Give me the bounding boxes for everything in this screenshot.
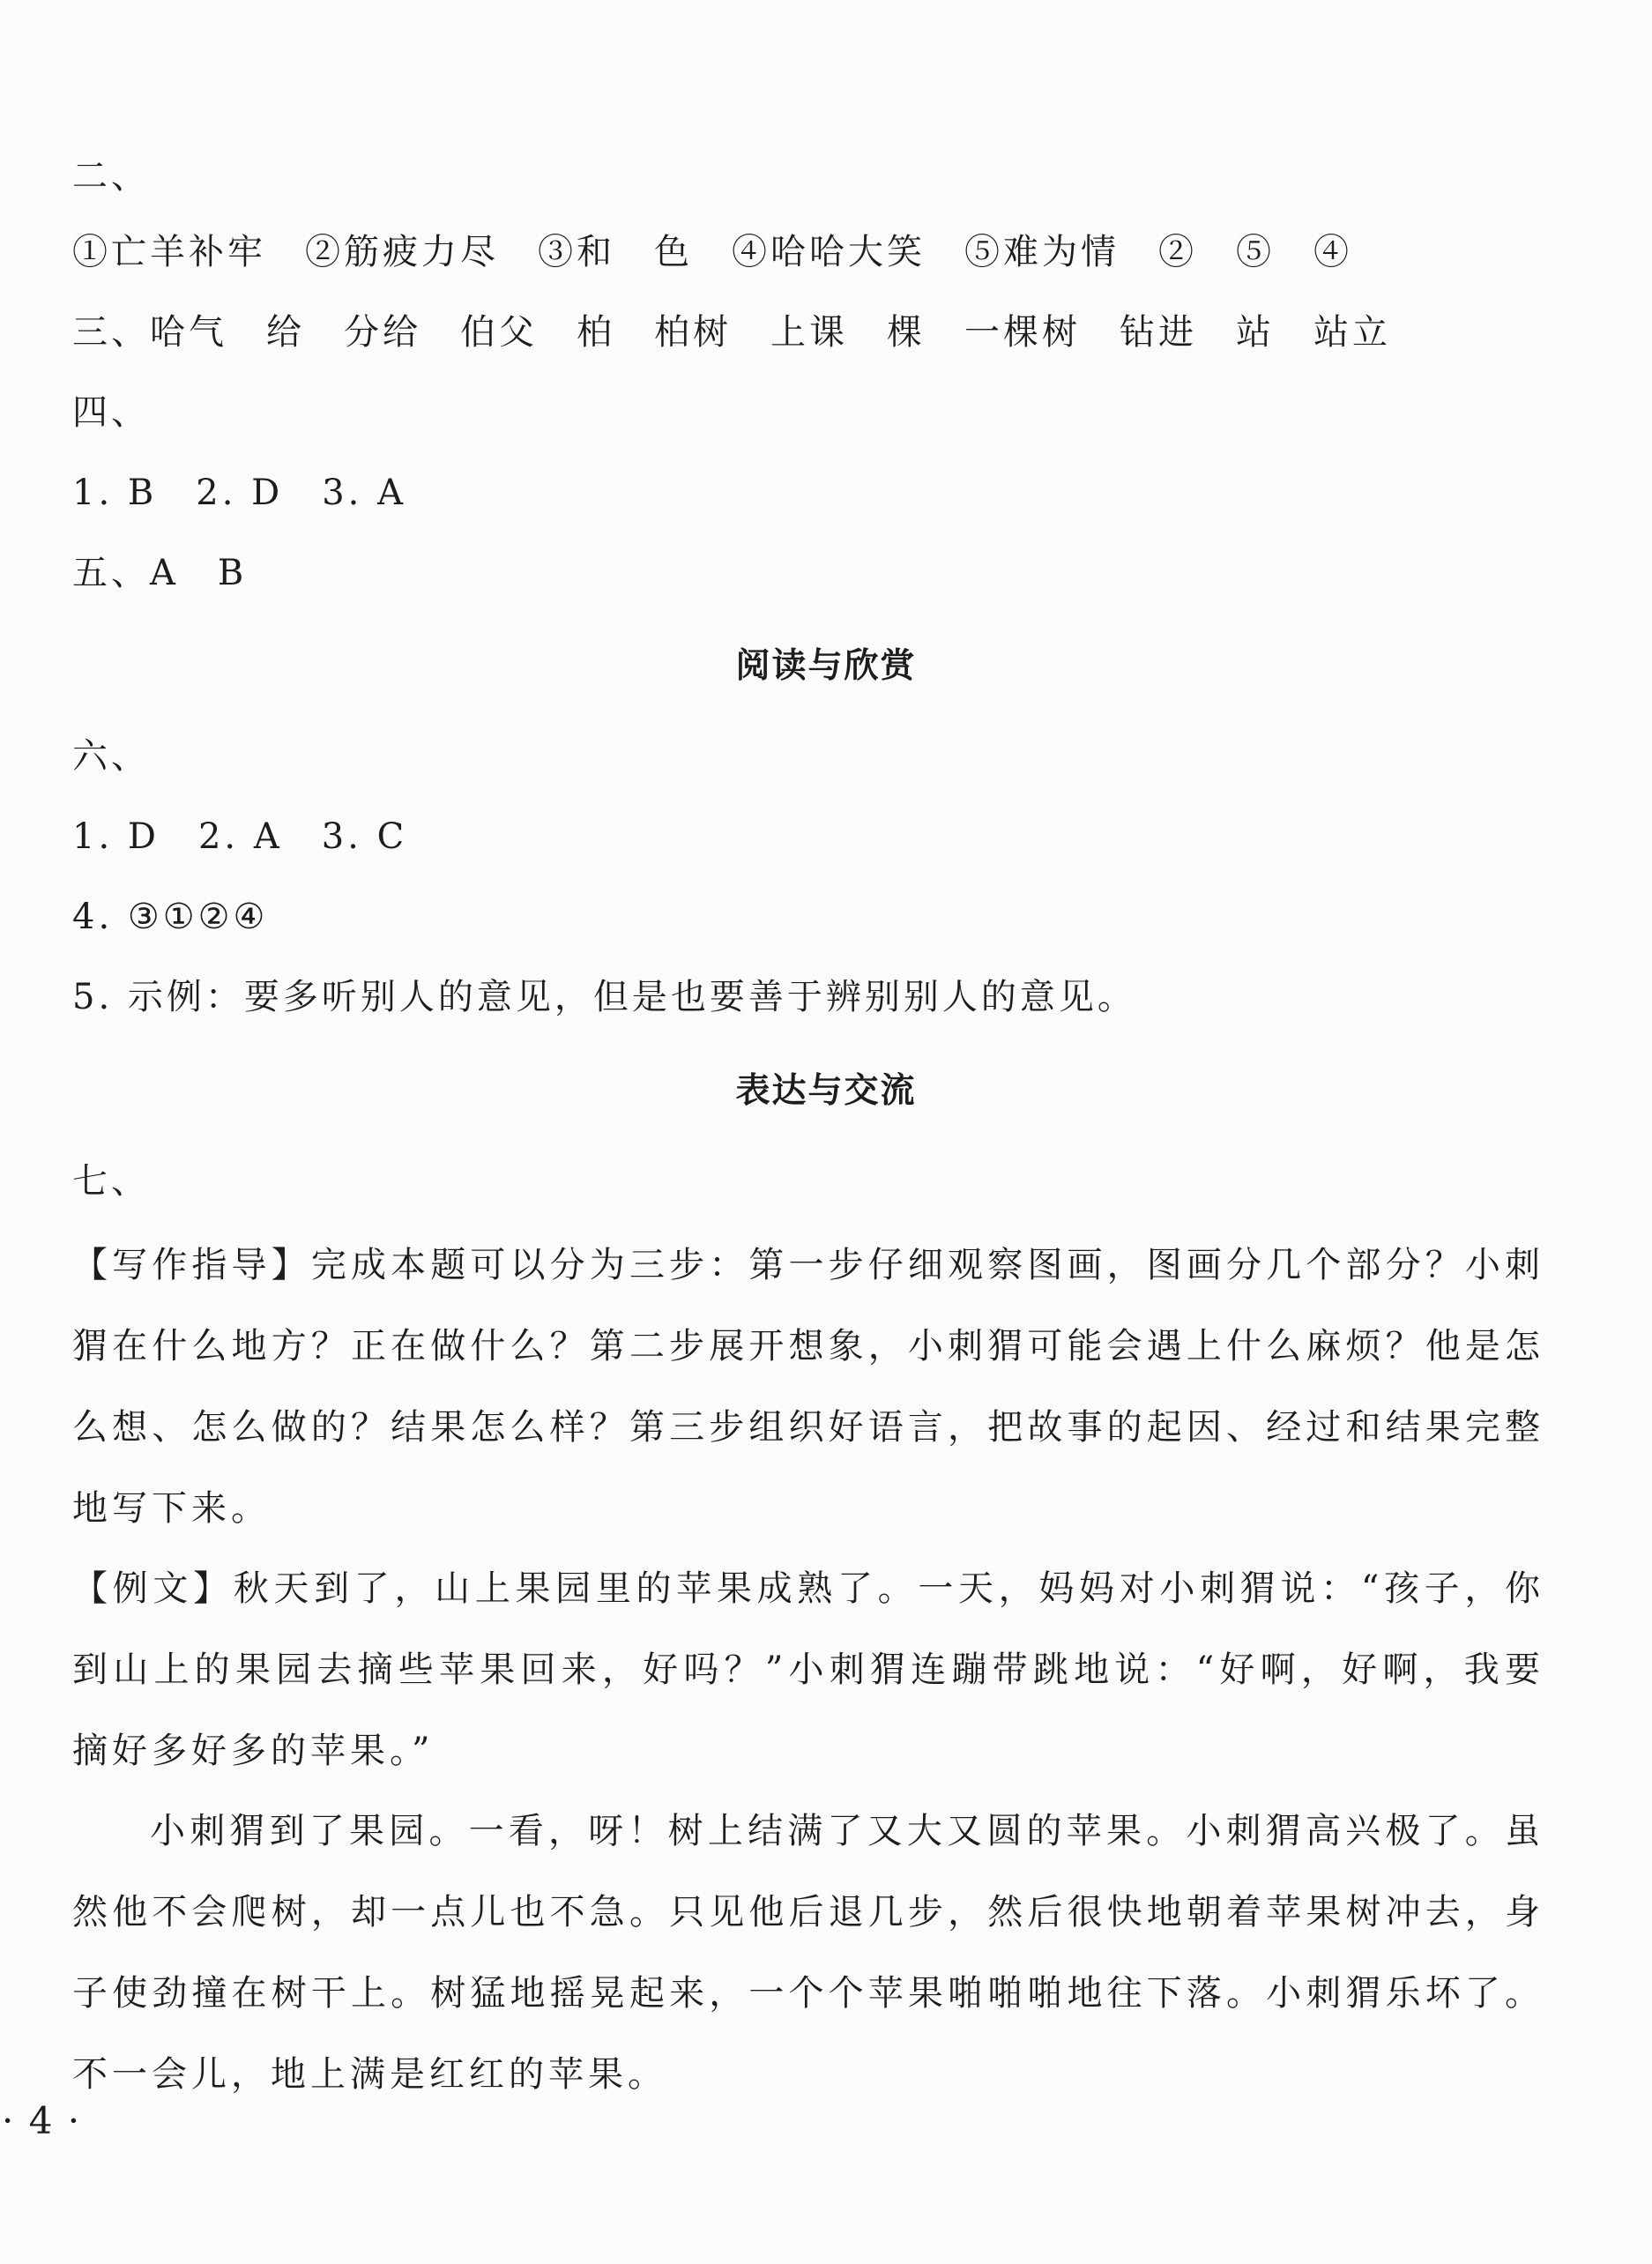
heading-reading: 阅读与欣赏 xyxy=(735,646,917,686)
section-2-label: 二、 xyxy=(72,156,150,197)
page-number: · 4 · xyxy=(2,2099,82,2142)
section-4-label: 四、 xyxy=(72,392,150,433)
section-6-line-1: 1. D 2. A 3. C xyxy=(72,816,408,857)
section-4-answers: 1. B 2. D 3. A xyxy=(72,473,406,513)
section-3-answers: 三、哈气 给 分给 伯父 柏 柏树 上课 棵 一棵树 钻进 站 站立 xyxy=(72,312,1391,353)
heading-expression: 表达与交流 xyxy=(735,1071,917,1111)
section-6-line-5: 5. 示例：要多听别人的意见，但是也要善于辨别别人的意见。 xyxy=(72,977,1136,1017)
example-essay: 【例文】秋天到了，山上果园里的苹果成熟了。一天，妈妈对小刺猬说：“孩子，你到山上的果园去摘些苹果回来，好吗？”小刺猬连蹦带跳地说：“好啊，好啊，我要摘好多好多的苹果。” xyxy=(72,1568,1544,1771)
example-paragraph: 小刺猬到了果园。一看，呀！树上结满了又大又圆的苹果。小刺猬高兴极了。虽然他不会爬树，却一点儿也不急。只见他后退几步，然后很快地朝着苹果树冲去，身子使劲撞在树干上。树猛地摇晃起来，一个个苹果啪啪啪地往下落。小刺猬乐坏了。不一会儿，地上满是红红的苹果。 xyxy=(72,1811,1544,2095)
section-6-label: 六、 xyxy=(72,736,150,777)
section-6-line-4: 4. ③①②④ xyxy=(72,897,269,937)
section-2-answers: ①亡羊补牢 ②筋疲力尽 ③和 色 ④哈哈大笑 ⑤难为情 ② ⑤ ④ xyxy=(72,232,1352,272)
section-5-answers: 五、A B xyxy=(72,553,248,593)
section-7-label: 七、 xyxy=(72,1161,150,1202)
writing-guide: 【写作指导】完成本题可以分为三步：第一步仔细观察图画，图画分几个部分？小刺猬在什么地方？正在做什么？第二步展开想象，小刺猬可能会遇上什么麻烦？他是怎么想、怎么做的？结果怎么样？第三步组织好语言，把故事的起因、经过和结果完整地写下来。 xyxy=(72,1245,1544,1529)
